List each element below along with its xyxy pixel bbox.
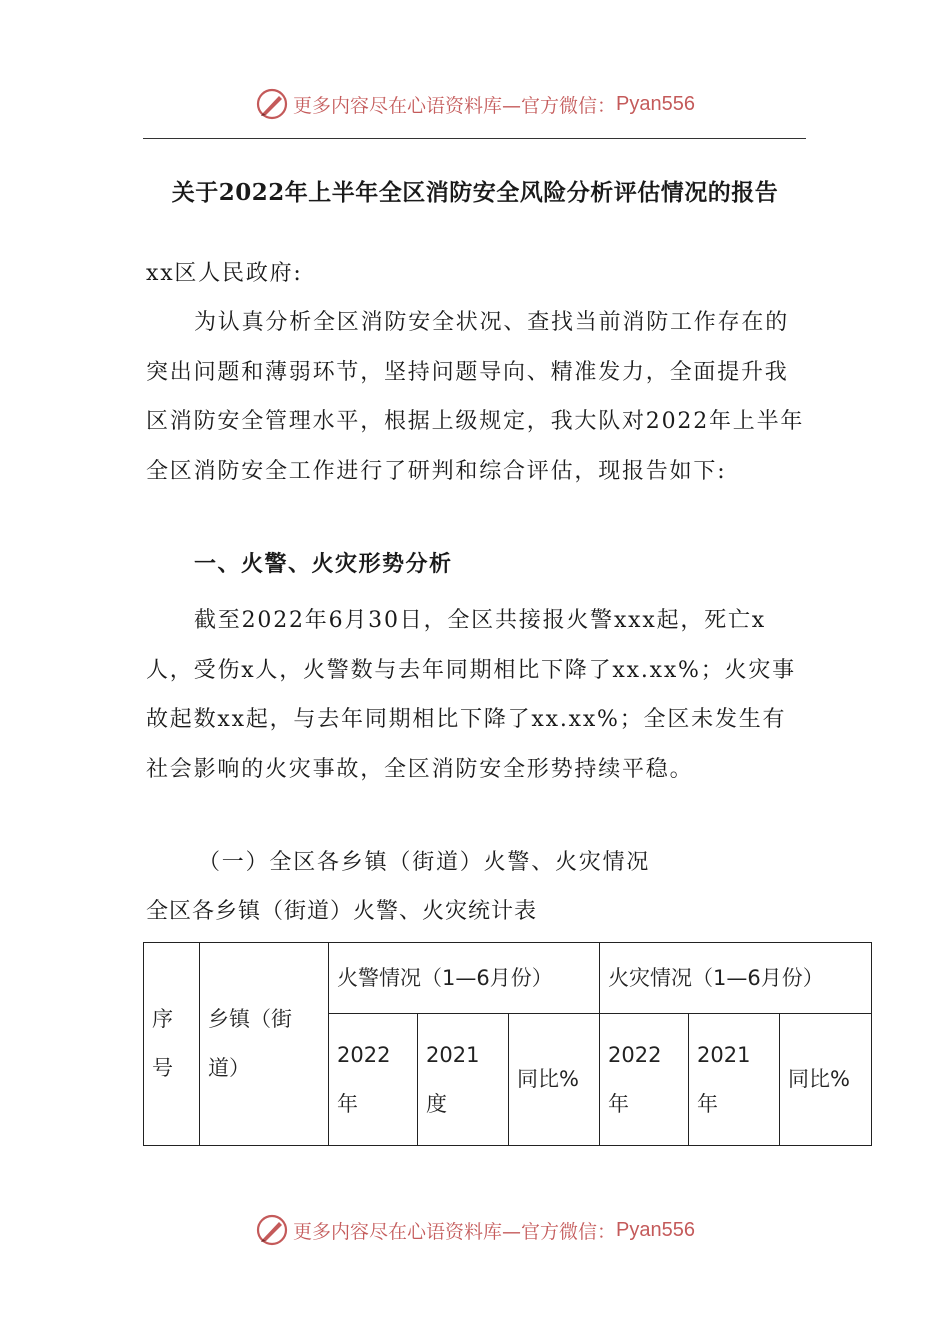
pen-logo-icon — [255, 1213, 289, 1247]
header-town: 乡镇（街道） — [200, 943, 329, 1146]
watermark-handle: Pyan556 — [616, 92, 695, 115]
fire-situation-paragraph: 截至2022年6月30日，全区共接报火警xxx起，死亡x人，受伤x人，火警数与去年同期相比下降了xx.xx%；火灾事故起数xx起，与去年同期相比下降了xx.xx%；全区未发生有社会影响的火灾事故，全区消防安全形势持续平稳。 — [146, 608, 796, 782]
table-title: 全区各乡镇（街道）火警、火灾统计表 — [146, 899, 538, 924]
header-alarm-yoy: 同比% — [509, 1014, 600, 1146]
header-fire-group: 火灾情况（1—6月份） — [600, 943, 872, 1014]
watermark-text: 更多内容尽在心语资料库—官方微信： — [293, 1220, 617, 1243]
watermark-handle: Pyan556 — [616, 1218, 695, 1241]
header-alarm-group: 火警情况（1—6月份） — [329, 943, 600, 1014]
salutation: xx区人民政府: — [146, 261, 303, 286]
header-divider — [143, 138, 806, 139]
watermark-banner-top — [0, 84, 950, 124]
header-fire-yoy: 同比% — [780, 1014, 872, 1146]
statistics-table — [143, 942, 872, 1146]
header-fire-2022: 2022年 — [600, 1014, 689, 1146]
header-index: 序号 — [144, 943, 200, 1146]
watermark-text: 更多内容尽在心语资料库—官方微信： — [293, 94, 617, 117]
subsection-heading: （一）全区各乡镇（街道）火警、火灾情况 — [198, 850, 651, 875]
section-heading: 一、火警、火灾形势分析 — [194, 552, 453, 577]
header-alarm-2022: 2022年 — [329, 1014, 418, 1146]
header-fire-2021: 2021年 — [689, 1014, 780, 1146]
pen-logo-icon — [255, 87, 289, 121]
document-title: 关于2022年上半年全区消防安全风险分析评估情况的报告 — [171, 179, 779, 206]
table-header-row — [144, 943, 872, 1014]
intro-paragraph: 为认真分析全区消防安全状况、查找当前消防工作存在的突出问题和薄弱环节，坚持问题导向、精准发力，全面提升我区消防安全管理水平，根据上级规定，我大队对2022年上半年全区消防安全工作进行了研判和综合评估，现报告如下: — [146, 310, 805, 484]
header-alarm-2021: 2021度 — [418, 1014, 509, 1146]
watermark-banner-bottom — [0, 1210, 950, 1250]
